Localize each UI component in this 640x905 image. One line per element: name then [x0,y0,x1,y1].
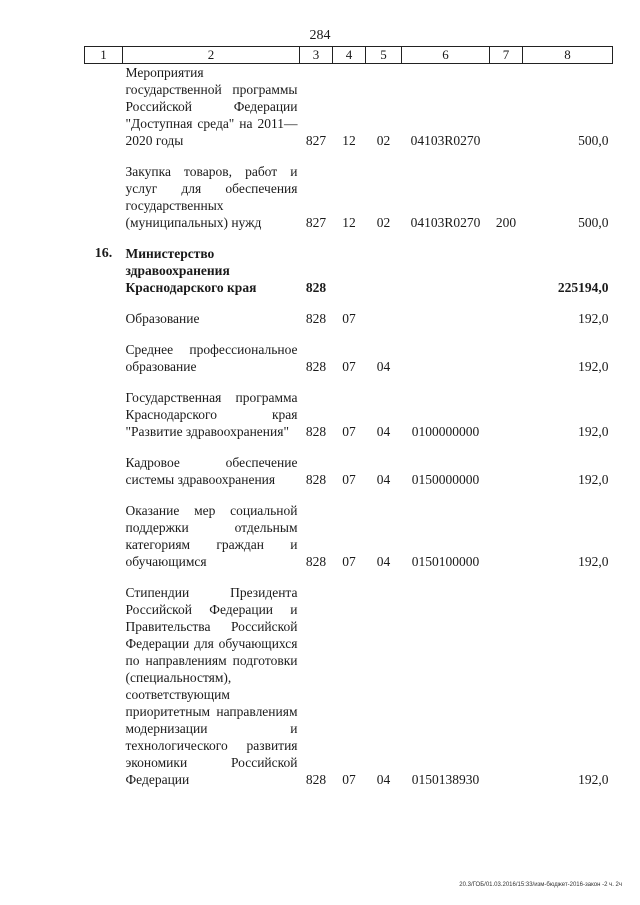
column-header-2: 2 [123,47,300,64]
row-target-code [402,310,490,327]
row-subsection-code: 04 [376,359,391,374]
table-row [85,389,613,440]
row-number [85,341,123,375]
row-ved-code: 828 [305,472,327,487]
column-header-5: 5 [366,47,402,64]
table-row [85,584,613,788]
row-spacer [85,149,613,163]
column-header-7: 7 [490,47,523,64]
row-spacer [85,231,613,245]
row-name: Образование [125,311,200,326]
column-header-1: 1 [85,47,123,64]
row-target-code: 0150138930 [411,772,480,787]
row-number [85,163,123,231]
table-body [85,64,613,789]
spacer-cell [85,149,613,163]
row-subsection-code: 04 [376,554,391,569]
row-expense-type-code [490,245,523,296]
row-ved-code: 828 [305,359,327,374]
table-row [85,64,613,150]
row-subsection-code: 04 [376,424,391,439]
row-section-code: 07 [342,424,356,439]
row-amount: 192,0 [578,772,609,787]
row-target-code: 04103R0270 [410,215,481,230]
row-number [85,502,123,570]
row-amount: 192,0 [578,424,609,439]
table-row [85,310,613,327]
row-target-code [402,341,490,375]
header-row [85,47,613,64]
table-row [85,454,613,488]
row-ved-code: 827 [305,215,327,230]
spacer-cell [85,327,613,341]
row-amount: 500,0 [578,215,609,230]
row-number [85,584,123,788]
row-spacer [85,375,613,389]
row-name: Кадровое обеспечение системы здравоохранения [125,455,298,487]
row-ved-code: 828 [305,554,327,569]
row-name: Стипендии Президента Российской Федерации и Правительства Российской Федерации для обучающихся по направлениям подготовки (специальностям), соответствующим приоритетным направлениям модернизации и технологического развития экономики Российской Федерации [125,585,298,787]
row-number [85,310,123,327]
row-amount: 192,0 [578,472,609,487]
row-name: Мероприятия государственной программы Российской Федерации "Доступная среда" на 2011—2020 годы [125,65,298,148]
spacer-cell [85,231,613,245]
row-expense-type-code [490,584,523,788]
row-section-code: 07 [342,554,356,569]
spacer-cell [85,296,613,310]
row-subsection-code [366,310,402,327]
row-spacer [85,327,613,341]
row-spacer [85,570,613,584]
table-row [85,245,613,296]
row-number: 16. [94,246,113,261]
row-spacer [85,440,613,454]
table-row [85,502,613,570]
table-row [85,163,613,231]
table-header [85,47,613,64]
row-name: Государственная программа Краснодарского края "Развитие здравоохранения" [125,390,298,439]
column-header-4: 4 [333,47,366,64]
row-number [85,64,123,150]
row-expense-type-code [490,502,523,570]
spacer-cell [85,440,613,454]
row-expense-type-code [490,341,523,375]
row-subsection-code: 04 [376,472,391,487]
row-ved-code: 828 [305,280,327,295]
row-expense-type-code [490,64,523,150]
column-header-3: 3 [300,47,333,64]
row-target-code [402,245,490,296]
column-header-8: 8 [523,47,613,64]
row-subsection-code [366,245,402,296]
row-amount: 225194,0 [557,280,609,295]
row-section-code: 12 [342,215,356,230]
row-subsection-code: 02 [376,133,391,148]
row-target-code: 0150000000 [411,472,480,487]
row-amount: 192,0 [578,554,609,569]
row-name: Оказание мер социальной поддержки отдельным категориям граждан и обучающимся [125,503,298,569]
row-target-code: 0100000000 [411,424,480,439]
row-expense-type-code [490,310,523,327]
row-name: Среднее профессиональное образование [125,342,298,374]
row-ved-code: 828 [305,424,327,439]
row-target-code: 04103R0270 [410,133,481,148]
table-row [85,341,613,375]
row-name: Министерство здравоохранения Краснодарского края [125,246,257,295]
row-amount: 500,0 [578,133,609,148]
row-number [85,389,123,440]
row-number [85,454,123,488]
footer-stamp: 20.3/ГОБ/01.03.2016/15:33/изм-бюджет-2016-закон -2 ч. 2ч [459,882,622,888]
spacer-cell [85,570,613,584]
row-amount: 192,0 [578,311,609,326]
row-section-code: 12 [342,133,356,148]
row-amount: 192,0 [578,359,609,374]
row-expense-type-code: 200 [495,215,517,230]
spacer-cell [85,375,613,389]
row-name: Закупка товаров, работ и услуг для обеспечения государственных (муниципальных) нужд [125,164,298,230]
row-subsection-code: 02 [376,215,391,230]
row-section-code [333,245,366,296]
row-section-code: 07 [342,772,356,787]
row-ved-code: 828 [305,772,327,787]
row-ved-code: 827 [305,133,327,148]
row-ved-code: 828 [305,311,327,326]
budget-table [84,46,613,788]
row-expense-type-code [490,389,523,440]
row-spacer [85,296,613,310]
row-section-code: 07 [342,311,356,326]
spacer-cell [85,488,613,502]
column-header-6: 6 [402,47,490,64]
row-section-code: 07 [342,359,356,374]
page-number: 284 [309,28,331,43]
row-expense-type-code [490,454,523,488]
row-target-code: 0150100000 [411,554,480,569]
row-section-code: 07 [342,472,356,487]
row-subsection-code: 04 [376,772,391,787]
row-spacer [85,488,613,502]
